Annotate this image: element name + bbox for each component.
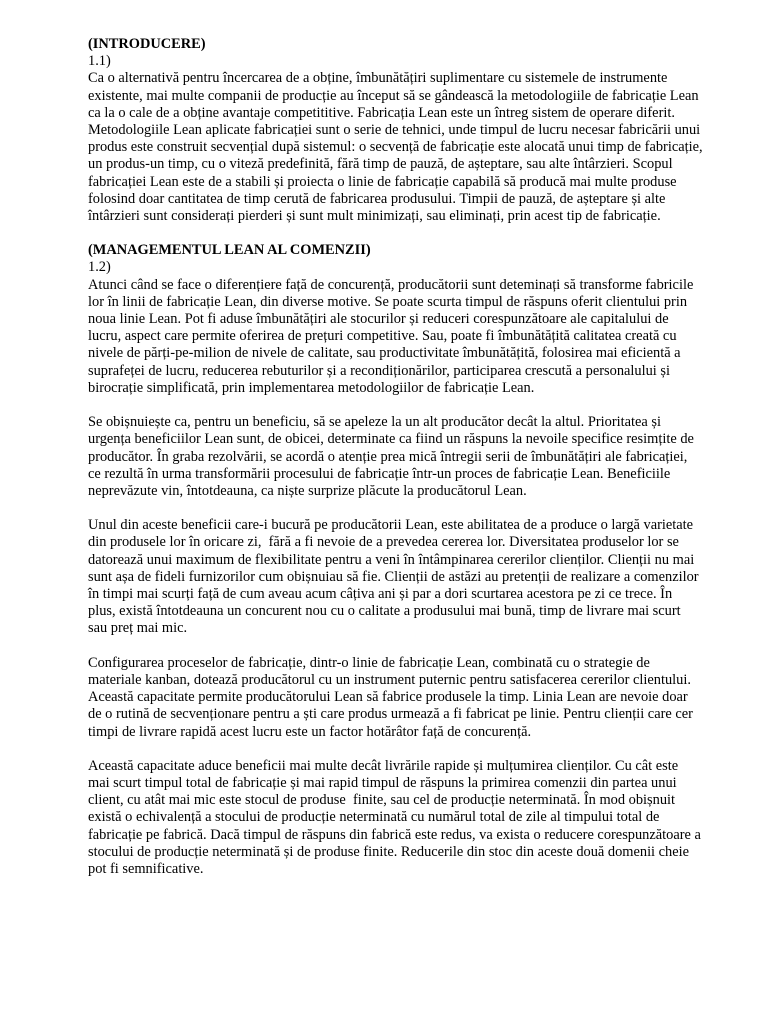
paragraph [88,70,762,225]
text-line: Unul din aceste beneficii care-i bucură pe producătorii Lean, este abilitatea de a produce o largă varietate [88,517,694,534]
paragraph [88,758,762,878]
text-line: Metodologiile Lean aplicate fabricației sunt o serie de tehnici, unde timpul de lucru necesar fabricării unui [88,121,701,138]
document-page [88,36,762,878]
text-line: neprevăzute vin, întotdeauna, ca niște surprize plăcute la producătorul Lean. [88,482,527,499]
text-line: plus, există întotdeauna un concurent nou cu o calitate a produsului mai bună, timp de livrare mai scurt [88,603,681,620]
text-line: fabricație pe fabrică. Dacă timpul de răspuns din fabrică este redus, va exista o reducere corespunzătoare a [88,826,701,843]
text-line: de o rutină de secvenționare pentru a ști care produs urmează a fi fabricat pe linie. Pentru clienții care cer [88,706,693,723]
text-line: birocrație simplificată, prin implementarea metodologiilor de fabricație Lean. [88,379,535,396]
text-line: timpi de livrare rapidă acest lucru este un factor hotărâtor față de concurență. [88,723,532,740]
text-line: Atunci când se face o diferențiere față de concurență, producătorii sunt deteminați să transforme fabricile [88,276,694,293]
section-heading: (INTRODUCERE) [88,36,206,52]
text-line: din produsele lor în oricare zi, fără a fi nevoie de a prevedea cererea lor. Diversitatea produselor lor se [88,534,679,551]
text-line: urgența beneficiilor Lean sunt, de obicei, determinate ca fiind un răspuns la nevoile specifice resimțite de [88,431,694,448]
paragraph-gap [88,741,762,758]
paragraph [88,655,762,741]
text-line: stocului de producție neterminată și de produse finite. Reducerile din stoc din aceste două domenii cheie [88,843,690,860]
text-line: Configurarea proceselor de fabricație, dintr-o linie de fabricație Lean, combinată cu o strategie de [88,654,650,671]
text-line: mai scurt timpul total de fabricație și mai rapid timpul de răspuns la primirea comenzii din partea unui [88,775,677,792]
text-line: pot fi semnificative. [88,861,204,877]
text-line: Această capacitate permite producătorului Lean să fabrice produsele la timp. Linia Lean are nevoie doar [88,689,688,706]
text-line: produs este construit secvențial după sistemul: o secvență de fabricație este alocată unui timp de fabricație, [88,139,703,156]
text-line: suprafeței de lucru, reducerea rebuturilor și a recondiționărilor, participarea crescută a personalului și [88,362,670,379]
text-line: fabricației Lean este de a stabili și proiecta o linie de fabricație capabilă să producă mai multe produse [88,173,677,190]
text-line: folosind doar cantitatea de timp cerută de fabricarea produsului. Timpii de pauză, de așteptare și alte [88,190,666,207]
text-line: materiale kanban, dotează producătorul cu un instrument puternic pentru satisfacerea cererilor clientului. [88,671,691,688]
text-line: ce rezultă în urma transformării procesului de fabricație într-un proces de fabricație Lean. Beneficiile [88,465,671,482]
section-number: 1.2) [88,259,111,276]
section-number: 1.1) [88,53,111,70]
section-gap [88,225,762,242]
text-line: datorează unui maximum de flexibilitate pentru a veni în întâmpinarea cererilor clienților. Clienții nu mai [88,551,695,568]
section-heading: (MANAGEMENTUL LEAN AL COMENZII) [88,242,371,259]
text-line: nivele de părți-pe-milion de nivele de calitate, sau productivitate îmbunătățită, folosirea mai eficientă a [88,345,681,362]
text-line: Se obișnuiește ca, pentru un beneficiu, să se apeleze la un alt producător decât la altul. Prioritatea și [88,414,662,431]
text-line: întârzieri sunt considerați pierderi și sunt mult minimizați, sau eliminați, prin acest tip de fabricație. [88,207,661,224]
paragraph [88,414,762,500]
text-line: noua linie Lean. Pot fi aduse îmbunătățiri ale stocurilor și reduceri corespunzătoare ale capitalului de [88,311,669,327]
paragraph-gap [88,397,762,414]
text-line: Ca o alternativă pentru încercarea de a obține, îmbunătățiri suplimentare cu sistemele de instrumente [88,70,668,87]
text-line: sunt așa de fideli furnizorilor cum obișnuiau să fie. Clienții de astăzi au pretenții de realizare a comenzilor [88,568,699,585]
text-line: client, cu atât mai mic este stocul de produse finite, sau cel de producție neterminată. În mod obișnuit [88,792,676,809]
paragraph-gap [88,500,762,517]
text-line: lucru, aspect care permite oferirea de prețuri competitive. Sau, poate fi îmbunătățită calitatea creată cu [88,328,677,345]
text-line: Această capacitate aduce beneficii mai multe decât livrările rapide și mulțumirea clienților. Cu cât este [88,757,679,774]
paragraph [88,517,762,637]
text-line: în timpi mai scurți față de cum aveau acum câțiva ani și par a dori scurtarea acestora pe zi ce trece. În [88,586,673,602]
text-line: lor în linii de fabricație Lean, din diverse motive. Se poate scurta timpul de răspuns oferit clientului prin [88,293,688,310]
text-line: există o echivalență a stocului de producție neterminată cu numărul total de zile al timpului total de [88,809,660,826]
text-line: sau preț mai mic. [88,620,188,637]
text-line: producător. În graba rezolvării, se acordă o atenție prea mică întregii serii de îmbunătățiri ale fabricației, [88,448,688,465]
text-line: un produs-un timp, cu o viteză predefinită, fără timp de pauză, de așteptare, sau alte întârzieri. Scopul [88,156,673,173]
text-line: existente, mai multe companii de producție au început să se gândească la metodologiile de fabricație Lean [88,87,699,104]
paragraph [88,277,762,397]
paragraph-gap [88,638,762,655]
text-line: ca la o cale de a obține avantaje competititive. Fabricația Lean este un întreg sistem de operare diferit. [88,104,675,121]
